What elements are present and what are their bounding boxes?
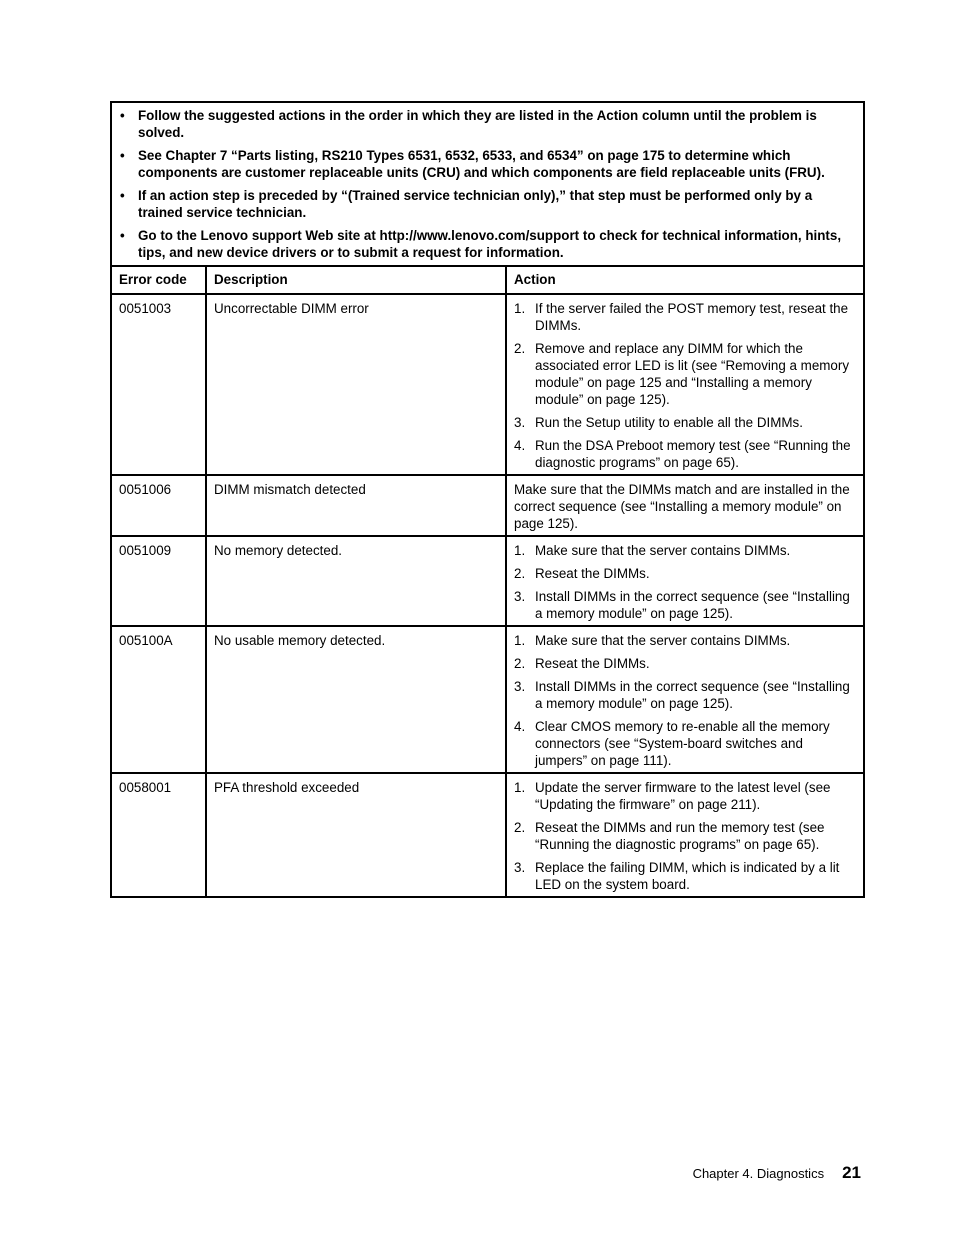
error-code-cell: 0051003 (111, 294, 206, 475)
header-description: Description (206, 266, 506, 294)
step-number: 2. (514, 820, 526, 835)
error-code-cell: 0058001 (111, 773, 206, 897)
description-cell: No usable memory detected. (206, 626, 506, 773)
action-steps (514, 542, 856, 622)
step-number: 2. (514, 656, 526, 671)
action-cell (506, 294, 864, 475)
error-code-table (110, 101, 865, 898)
note-item (120, 107, 853, 141)
notes-row (111, 102, 864, 266)
page-number: 21 (842, 1163, 861, 1182)
action-step (514, 414, 856, 431)
note-text: If an action step is preceded by “(Trained service technician only),” that step must be performed only by a trained service technician. (138, 188, 813, 220)
table-row (111, 536, 864, 626)
step-number: 1. (514, 543, 526, 558)
step-text: Clear CMOS memory to re-enable all the memory connectors (see “System-board switches and jumpers” on page 111). (535, 719, 830, 768)
bullet-marker: • (120, 108, 125, 123)
action-step (514, 437, 856, 471)
step-number: 4. (514, 719, 526, 734)
action-step (514, 542, 856, 559)
action-cell (506, 536, 864, 626)
step-text: Update the server firmware to the latest level (see “Updating the firmware” on page 211). (535, 780, 831, 812)
note-item (120, 147, 853, 181)
step-text: Reseat the DIMMs. (535, 656, 650, 671)
step-number: 1. (514, 780, 526, 795)
bullet-marker: • (120, 228, 125, 243)
step-number: 1. (514, 301, 526, 316)
description-cell: DIMM mismatch detected (206, 475, 506, 536)
action-steps (514, 300, 856, 471)
action-step (514, 565, 856, 582)
step-text: Reseat the DIMMs. (535, 566, 650, 581)
step-text: Install DIMMs in the correct sequence (see “Installing a memory module” on page 125). (535, 589, 850, 621)
note-text: Follow the suggested actions in the order in which they are listed in the Action column until the problem is solved. (138, 108, 817, 140)
description-cell: Uncorrectable DIMM error (206, 294, 506, 475)
bullet-marker: • (120, 148, 125, 163)
note-item (120, 227, 853, 261)
step-number: 4. (514, 438, 526, 453)
step-text: Make sure that the server contains DIMMs. (535, 543, 791, 558)
header-action: Action (506, 266, 864, 294)
action-cell (506, 626, 864, 773)
table-row (111, 626, 864, 773)
step-text: Make sure that the server contains DIMMs. (535, 633, 791, 648)
step-text: Install DIMMs in the correct sequence (see “Installing a memory module” on page 125). (535, 679, 850, 711)
action-step (514, 718, 856, 769)
action-step (514, 819, 856, 853)
action-step (514, 678, 856, 712)
note-item (120, 187, 853, 221)
action-step (514, 300, 856, 334)
table-body (111, 294, 864, 897)
action-step (514, 632, 856, 649)
header-error-code: Error code (111, 266, 206, 294)
action-steps (514, 632, 856, 769)
step-text: Run the DSA Preboot memory test (see “Running the diagnostic programs” on page 65). (535, 438, 851, 470)
page-footer (693, 1163, 861, 1183)
step-number: 1. (514, 633, 526, 648)
step-number: 2. (514, 566, 526, 581)
description-cell: PFA threshold exceeded (206, 773, 506, 897)
action-step (514, 655, 856, 672)
table-row (111, 773, 864, 897)
notes-list (120, 107, 853, 261)
step-text: Remove and replace any DIMM for which the associated error LED is lit (see “Removing a memory module” on page 125 and “Installing a memory module” on page 125). (535, 341, 850, 407)
action-step (514, 588, 856, 622)
error-code-cell: 005100A (111, 626, 206, 773)
table-row (111, 475, 864, 536)
action-step (514, 340, 856, 408)
step-text: Run the Setup utility to enable all the DIMMs. (535, 415, 803, 430)
description-cell: No memory detected. (206, 536, 506, 626)
step-text: Replace the failing DIMM, which is indicated by a lit LED on the system board. (535, 860, 840, 892)
action-step (514, 859, 856, 893)
bullet-marker: • (120, 188, 125, 203)
error-code-cell: 0051006 (111, 475, 206, 536)
step-number: 3. (514, 860, 526, 875)
header-row (111, 266, 864, 294)
action-steps (514, 779, 856, 893)
step-number: 3. (514, 679, 526, 694)
note-text: See Chapter 7 “Parts listing, RS210 Types 6531, 6532, 6533, and 6534” on page 175 to determine which components are customer replaceable units (CRU) and which components are field replaceable units (FRU). (138, 148, 825, 180)
action-cell: Make sure that the DIMMs match and are installed in the correct sequence (see “Installing a memory module” on page 125). (506, 475, 864, 536)
action-cell (506, 773, 864, 897)
error-code-cell: 0051009 (111, 536, 206, 626)
step-text: If the server failed the POST memory test, reseat the DIMMs. (535, 301, 849, 333)
note-text: Go to the Lenovo support Web site at http://www.lenovo.com/support to check for technical information, hints, tips, and new device drivers or to submit a request for information. (138, 228, 842, 260)
footer-chapter: Chapter 4. Diagnostics (692, 1166, 825, 1181)
step-text: Reseat the DIMMs and run the memory test (see “Running the diagnostic programs” on page 65). (535, 820, 825, 852)
step-number: 3. (514, 589, 526, 604)
notes-cell (111, 102, 864, 266)
action-step (514, 779, 856, 813)
step-number: 2. (514, 341, 526, 356)
step-number: 3. (514, 415, 526, 430)
table-row (111, 294, 864, 475)
